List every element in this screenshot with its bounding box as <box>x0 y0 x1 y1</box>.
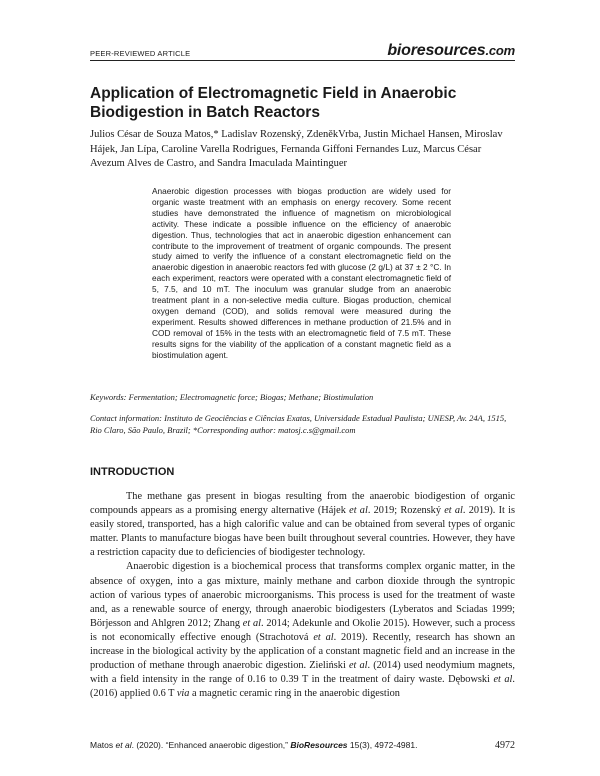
citation <box>90 740 417 750</box>
contact-information: Contact information: Instituto de Geociências e Ciências Exatas, Universidade Estadual Paulista; UNESP, Av. 24A, 1515, Rio Claro, São Paulo, Brazil; *Corresponding author: matosj.c.s@gmail.com <box>90 413 507 435</box>
page-number: 4972 <box>495 740 515 751</box>
keywords: Keywords: Fermentation; Electromagnetic force; Biogas; Methane; Biostimulation <box>90 392 374 402</box>
journal-name: BioResources <box>290 740 348 750</box>
text-run-italic: via <box>176 688 190 700</box>
text-run: . 2014; Adekunle and Okolie 2015). However, such a process is not economically effective enough (Strachotová <box>90 617 516 643</box>
body-text <box>90 490 515 701</box>
journal-logo-name: bioresources <box>387 42 486 59</box>
journal-logo <box>387 42 515 60</box>
text-run: . 2019). Recently, research has shown an increase in the biological activity by the application of a constant magnetic field and an increase in the production of methane through anaerobic digestion. Zieliński <box>90 631 516 672</box>
text-run: Anaerobic digestion is a biochemical process that transforms complex organic matter, in the absence of oxygen, into a gas mixture, mainly methane and carbon dioxide through the syntropic action of various types of anaerobic microorganisms. This process is used for the treatment of waste and, as a renewable source of energy, through anaerobic biodigesters (Lyberatos and Sciadas 1999; Börjesson and Ahlgren 2012; Zhang <box>90 561 515 629</box>
running-header <box>90 38 515 61</box>
article-title: Application of Electromagnetic Field in Anaerobic Biodigestion in Batch Reactors <box>90 85 457 121</box>
text-run: . (2014) used neodymium magnets, with a field intensity in the range of 0.16 to 0.39 T in the treatment of dairy waste. Dębowski <box>90 660 516 686</box>
author-list: Julios César de Souza Matos,* Ladislav Rozenský, ZdeněkVrba, Justin Michael Hansen, Miroslav Hájek, Jan Lípa, Caroline Varella Rodrigues, Fernanda Giffoni Fernandes Luz, Marcus César Avezum Alves de Castro, and Sandra Imaculada Maintinguer <box>90 129 503 169</box>
text-run: Matos <box>90 740 116 750</box>
abstract: Anaerobic digestion processes with biogas production are widely used for organic waste treatment with an emphasis on energy recovery. Some recent studies have demonstrated the influence of magnetism on microbiological activity. These indicate a possible influence on the efficiency of anaerobic digestion. Thus, technologies that act in anaerobic digestion enhancement can contribute to the improvement of treatment of organic compounds. The present study aimed to verify the influence of a constant electromagnetic field on the anaerobic digestion in anaerobic reactors fed with glucose (2 g/L) at 37 ± 2 °C. In each experiment, reactors were operated with a constant electromagnetic field of 5, 7.5, and 10 mT. The inoculum was granular sludge from an anaerobic treatment plant in a non-selective media culture. Biogas production, chemical oxygen demand (COD), and solids removal were measured during the experiment. Results showed differences in methane production of 21.5% and in COD removal of 15% in the tests with an electromagnetic field of 7.5 mT. These results signs for the viability of the application of a constant magnetic field as a biostimulation agent. <box>152 186 451 360</box>
paragraph-1 <box>90 490 515 560</box>
text-run-italic: et al <box>349 505 368 517</box>
text-run: . 2019). It is easily stored, transported, has a high calorific value and can be obtained from several types of organic matter. Plants to manufacture biogas have been built throughout several countries. However, they have a restriction capacity due to deficiencies of biodigester technology. <box>90 505 516 559</box>
text-run-italic: et al <box>313 631 334 643</box>
text-run: The methane gas present in biogas resulting from the anaerobic biodigestion of organic compounds appears as a promising energy alternative (Hájek <box>90 491 515 517</box>
text-run: . 2019; Rozenský <box>367 505 445 517</box>
running-footer <box>90 740 515 750</box>
paragraph-2 <box>90 560 515 701</box>
section-heading-introduction: INTRODUCTION <box>90 466 175 478</box>
text-run-italic: et al <box>444 505 463 517</box>
peer-reviewed-label: PEER-REVIEWED ARTICLE <box>90 49 191 58</box>
text-run-italic: et al <box>115 740 132 750</box>
text-run: a magnetic ceramic ring in the anaerobic digestion <box>189 688 400 700</box>
text-run: 15(3), 4972-4981. <box>347 740 418 750</box>
journal-logo-suffix: .com <box>485 43 515 58</box>
text-run: . (2020). “Enhanced anaerobic digestion,” <box>131 740 291 750</box>
text-run-italic: et al <box>348 660 368 672</box>
text-run: . (2016) applied 0.6 T <box>90 674 515 700</box>
text-run-italic: et al <box>493 674 513 686</box>
text-run-italic: et al <box>242 617 261 629</box>
